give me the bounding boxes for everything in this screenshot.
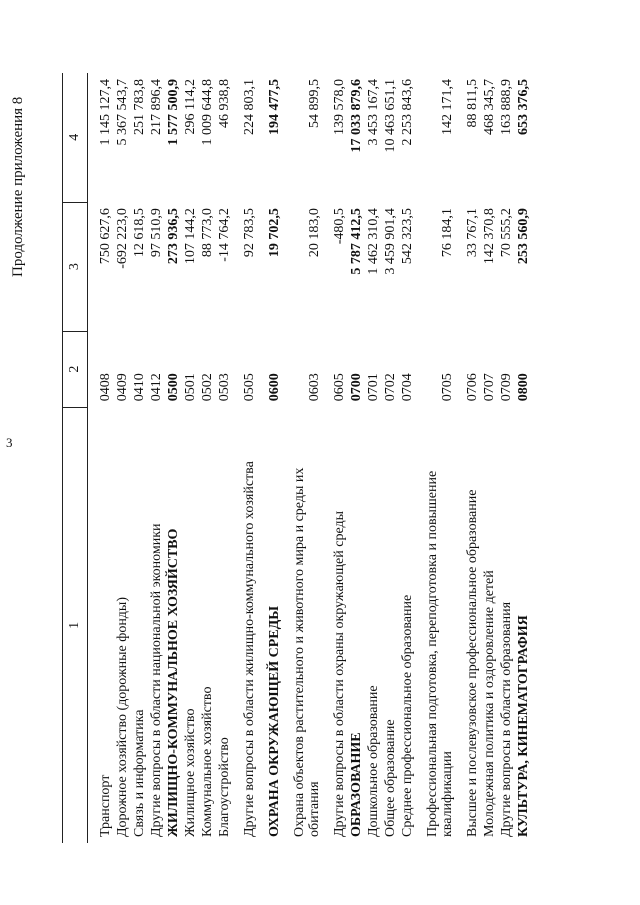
row-name: КУЛЬТУРА, КИНЕМАТОГРАФИЯ [516, 615, 531, 837]
row-code: 0605 [332, 373, 347, 402]
row-code: 0603 [307, 373, 322, 402]
row-name: Связь и информатика [132, 709, 147, 837]
row-value-3: 76 184,1 [440, 208, 455, 258]
row-name: Другие вопросы в области национальной экономики [149, 523, 164, 837]
page-number: 3 [6, 435, 13, 450]
row-name: Коммунальное хозяйство [200, 686, 215, 837]
row-value-3: 142 370,8 [482, 208, 497, 265]
row-name: Охрана объектов растительного и животного мира и среды их обитания [292, 467, 322, 837]
row-value-3: 20 183,0 [307, 208, 322, 258]
row-code: 0701 [366, 373, 381, 402]
row-name: Общее образование [383, 719, 398, 837]
row-value-3: 107 144,2 [183, 208, 198, 265]
table-row [382, 73, 399, 843]
column-header-1: 1 [63, 407, 88, 843]
table-row [348, 73, 365, 843]
row-value-4: 10 463 651,1 [383, 79, 398, 153]
row-value-4: 17 033 879,6 [349, 79, 364, 153]
column-header-4: 4 [63, 73, 88, 202]
row-code: 0709 [499, 373, 514, 402]
row-value-4: 3 453 167,4 [366, 79, 381, 146]
row-name: Среднее профессиональное образование [400, 594, 415, 837]
row-code: 0505 [242, 373, 257, 402]
row-name: Другие вопросы в области охраны окружающей среды [332, 511, 347, 837]
appendix-label: Продолжение приложения 8 [10, 96, 26, 277]
row-name: Другие вопросы в области жилищно-коммунального хозяйства [242, 461, 257, 837]
table-row [258, 73, 283, 843]
row-name: ОХРАНА ОКРУЖАЮЩЕЙ СРЕДЫ [267, 606, 282, 837]
row-value-4: 163 888,9 [499, 79, 514, 135]
table-row [233, 73, 258, 843]
row-value-4: 5 367 543,7 [115, 79, 130, 146]
row-code: 0702 [383, 373, 398, 402]
table-row [456, 73, 481, 843]
row-value-3: 97 510,9 [149, 208, 164, 258]
row-name: Транспорт [98, 774, 113, 837]
table-row [216, 73, 233, 843]
row-value-4: 468 345,7 [482, 79, 497, 135]
row-value-4: 224 803,1 [242, 79, 257, 135]
table-body [88, 73, 533, 843]
row-value-3: 92 783,5 [242, 208, 257, 258]
row-name: ЖИЛИЩНО-КОММУНАЛЬНОЕ ХОЗЯЙСТВО [166, 528, 181, 837]
row-value-3: 5 787 412,5 [349, 208, 364, 275]
row-code: 0501 [183, 373, 198, 402]
row-value-4: 251 783,8 [132, 79, 147, 135]
row-value-3: -480,5 [332, 208, 347, 245]
row-code: 0500 [166, 373, 181, 402]
row-value-3: 12 618,5 [132, 208, 147, 258]
row-value-3: 253 560,9 [516, 208, 531, 265]
table-row [481, 73, 498, 843]
row-value-3: 88 773,0 [200, 208, 215, 258]
table-row [283, 73, 323, 843]
row-name: Дорожное хозяйство (дорожные фонды) [115, 596, 130, 837]
table-header-row [63, 73, 88, 843]
table-row [165, 73, 182, 843]
row-value-3: 70 555,2 [499, 208, 514, 258]
table-row [365, 73, 382, 843]
table-row [131, 73, 148, 843]
table-row [399, 73, 416, 843]
row-value-3: 33 767,1 [465, 208, 480, 258]
table-row [416, 73, 456, 843]
row-code: 0705 [440, 373, 455, 402]
table-row [323, 73, 348, 843]
table-row [515, 73, 532, 843]
table-row [182, 73, 199, 843]
row-name: Профессиональная подготовка, переподготовка и повышение квалификации [425, 470, 455, 837]
row-code: 0707 [482, 373, 497, 402]
row-code: 0700 [349, 373, 364, 402]
row-code: 0410 [132, 373, 147, 402]
row-name: Благоустройство [217, 737, 232, 837]
row-name: Жилищное хозяйство [183, 708, 198, 837]
row-value-4: 46 938,8 [217, 79, 232, 128]
row-code: 0502 [200, 373, 215, 402]
row-name: Молодежная политика и оздоровление детей [482, 570, 497, 837]
table-row [199, 73, 216, 843]
table-row [148, 73, 165, 843]
row-value-3: 750 627,6 [98, 208, 113, 265]
row-value-3: -692 223,0 [115, 208, 130, 269]
row-value-4: 1 577 500,9 [166, 79, 181, 146]
row-name: Другие вопросы в области образования [499, 601, 514, 837]
row-value-3: 273 936,5 [166, 208, 181, 265]
row-name: Высшее и послевузовское профессиональное образование [465, 489, 480, 837]
row-code: 0706 [465, 373, 480, 402]
row-code: 0408 [98, 373, 113, 402]
row-code: 0503 [217, 373, 232, 402]
column-header-2: 2 [63, 331, 88, 407]
row-value-4: 653 376,5 [516, 79, 531, 135]
row-value-3: 3 459 901,4 [383, 208, 398, 275]
row-value-4: 54 899,5 [307, 79, 322, 128]
row-value-4: 2 253 843,6 [400, 79, 415, 146]
row-name: ОБРАЗОВАНИЕ [349, 732, 364, 837]
row-code: 0800 [516, 373, 531, 402]
row-code: 0704 [400, 373, 415, 402]
row-value-4: 142 171,4 [440, 79, 455, 135]
table-row [88, 73, 115, 843]
row-code: 0409 [115, 373, 130, 402]
table-row [114, 73, 131, 843]
row-code: 0412 [149, 373, 164, 402]
row-value-3: 1 462 310,4 [366, 208, 381, 275]
row-value-4: 1 009 644,8 [200, 79, 215, 146]
row-value-4: 194 477,5 [267, 79, 282, 135]
row-name: Дошкольное образование [366, 685, 381, 837]
row-code: 0600 [267, 373, 282, 402]
row-value-3: 542 323,5 [400, 208, 415, 265]
budget-table [62, 73, 532, 843]
row-value-4: 217 896,4 [149, 79, 164, 135]
row-value-4: 296 114,2 [183, 79, 198, 135]
column-header-3: 3 [63, 202, 88, 331]
row-value-3: -14 764,2 [217, 208, 232, 262]
row-value-4: 139 578,0 [332, 79, 347, 135]
row-value-4: 1 145 127,4 [98, 79, 113, 146]
row-value-4: 88 811,5 [465, 79, 480, 128]
row-value-3: 19 702,5 [267, 208, 282, 258]
table-row [498, 73, 515, 843]
